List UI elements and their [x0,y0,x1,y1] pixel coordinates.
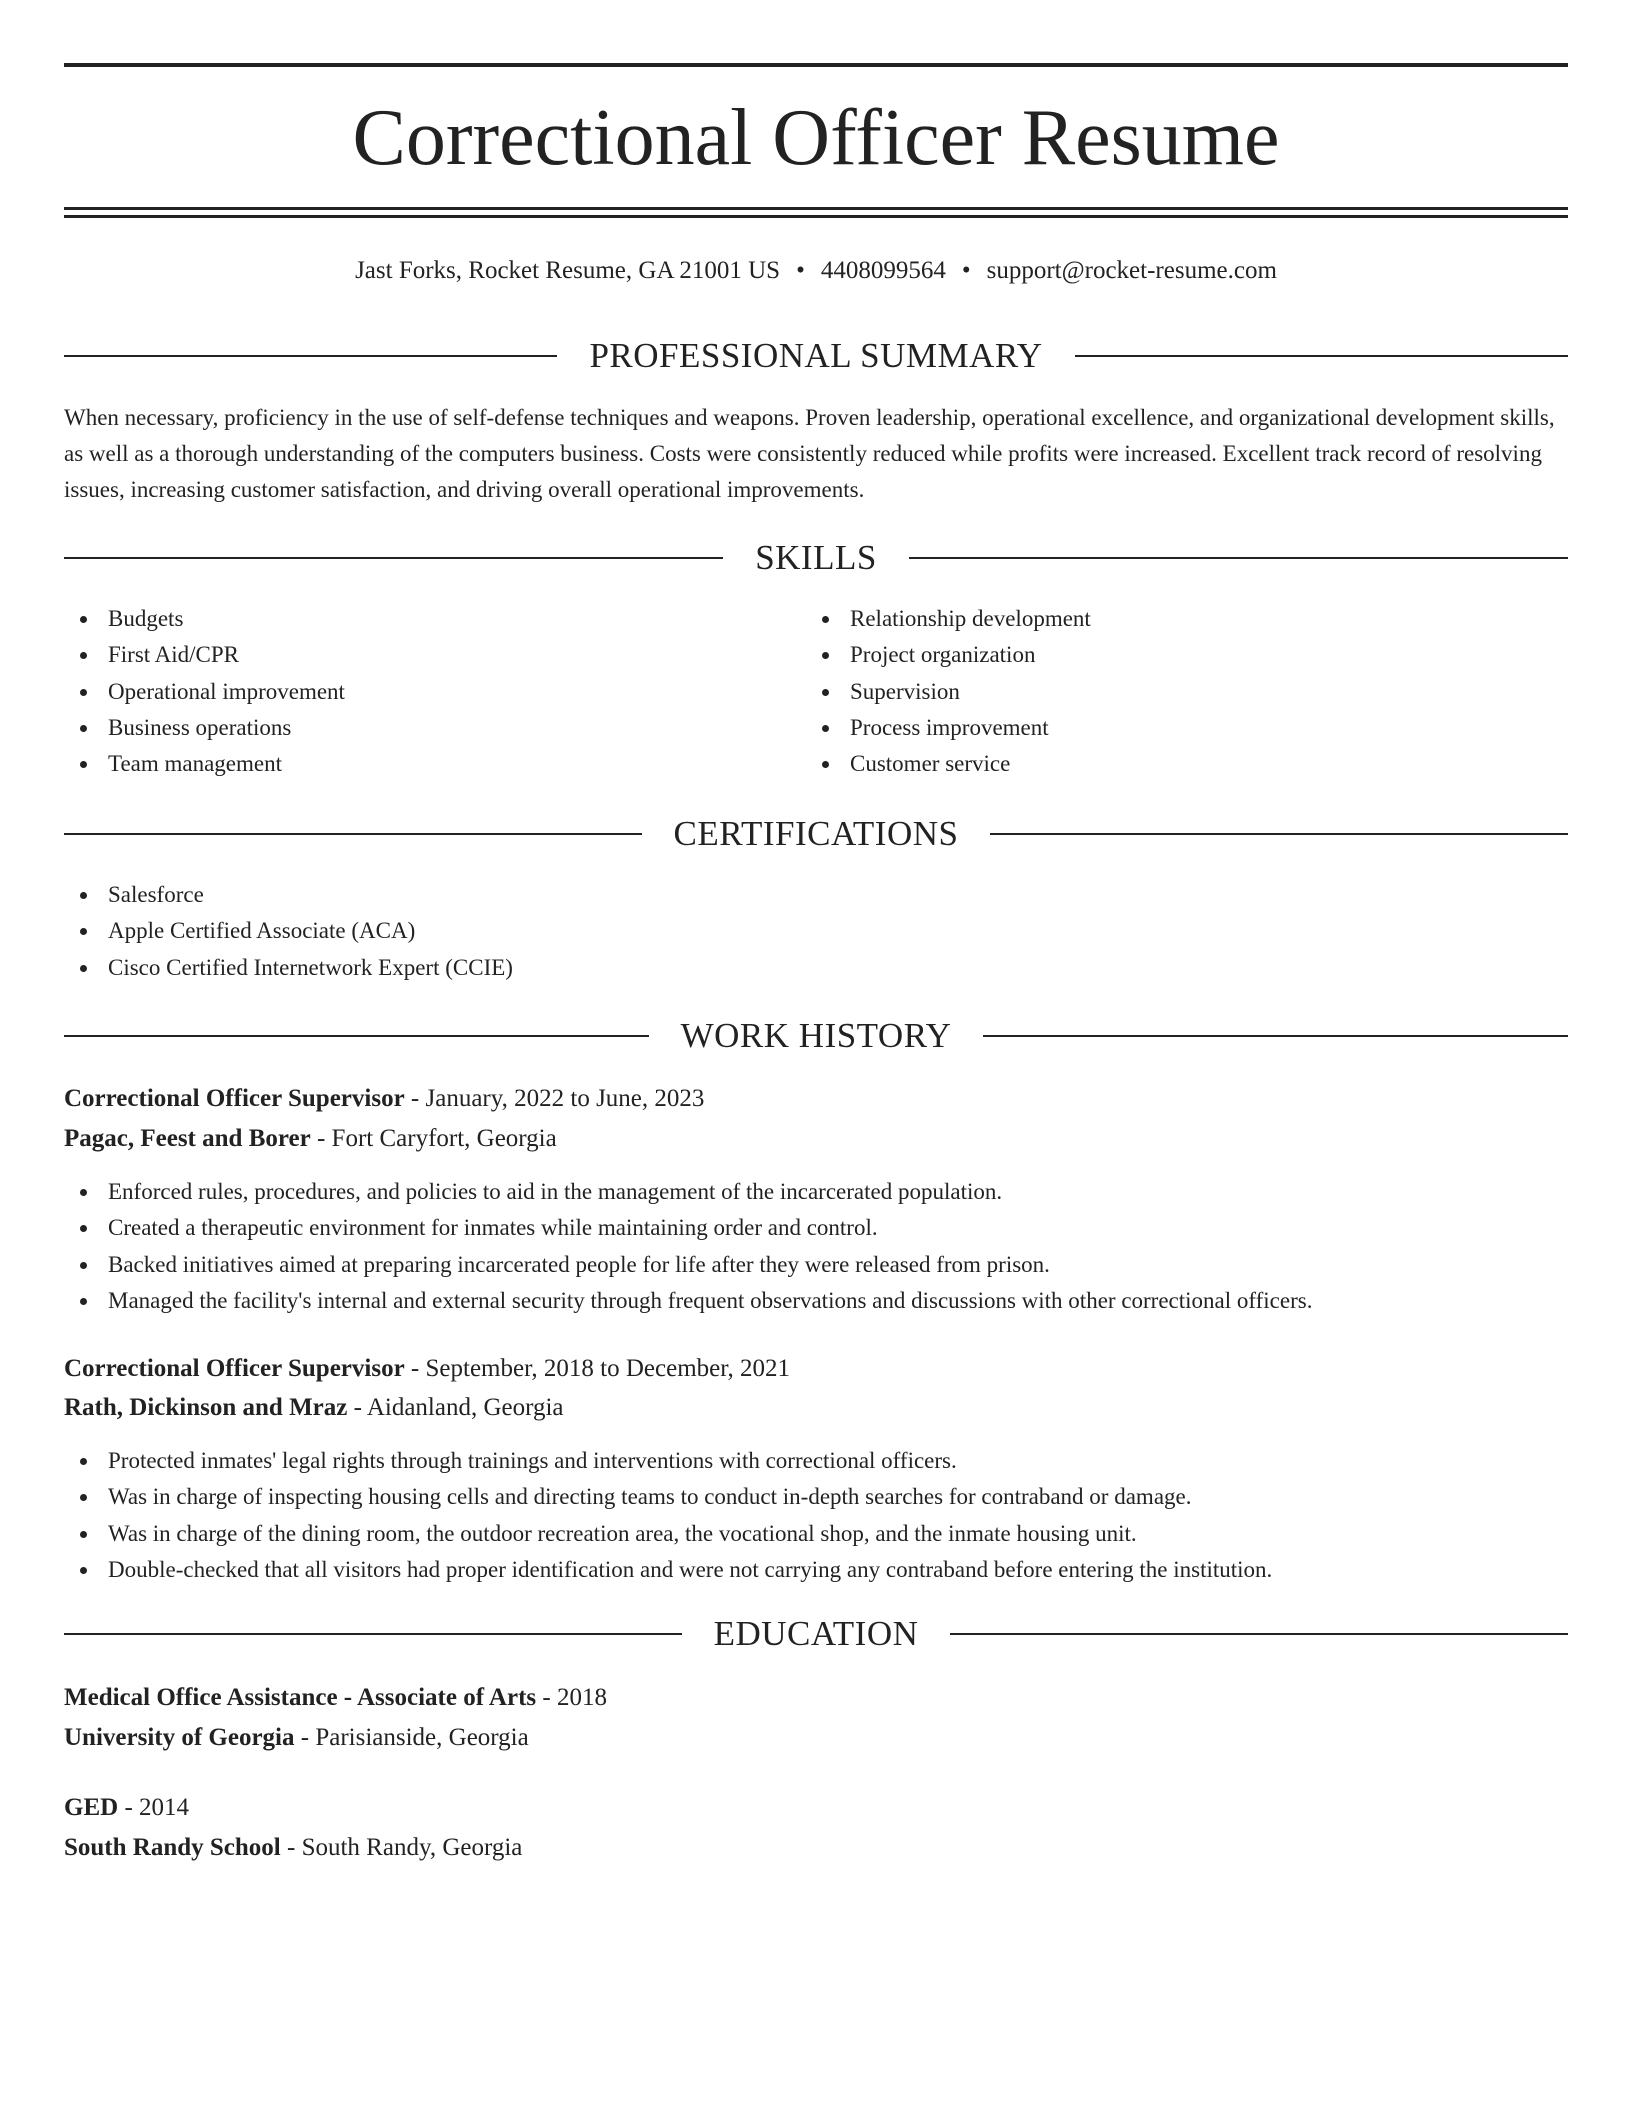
duty-item: Managed the facility's internal and external security through frequent observations and discussions with other correctional officers. [64,1283,1312,1319]
resume-title: Correctional Officer Resume [352,94,1280,182]
job-title-line [64,1352,790,1386]
section-rule-right [1075,355,1568,357]
job-title: Correctional Officer Supervisor [64,1355,405,1382]
education-heading: EDUCATION [713,1614,919,1653]
certification-item: Apple Certified Associate (ACA) [64,913,513,949]
job-duties-list [64,1443,1272,1588]
section-rule-right [950,1633,1568,1635]
skill-item: Operational improvement [64,674,345,710]
job-company-line [64,1391,564,1425]
job-duties-list [64,1174,1312,1319]
skill-item: Business operations [64,710,345,746]
skills-heading: SKILLS [755,538,877,577]
title-rule-upper [64,207,1568,210]
certifications-heading: CERTIFICATIONS [673,814,959,853]
section-rule-left [64,1035,649,1037]
education-year: - 2014 [118,1794,190,1821]
education-degree: GED [64,1794,119,1821]
education-school: South Randy School [64,1834,281,1861]
skill-item: Relationship development [806,601,1091,637]
certification-item: Cisco Certified Internetwork Expert (CCIE) [64,950,513,986]
duty-item: Created a therapeutic environment for inmates while maintaining order and control. [64,1210,1312,1246]
job-dates: - September, 2018 to December, 2021 [404,1355,791,1382]
summary-heading: PROFESSIONAL SUMMARY [589,336,1043,375]
duty-item: Was in charge of inspecting housing cells and directing teams to conduct in-depth searches for contraband or damage. [64,1479,1272,1515]
job-company: Rath, Dickinson and Mraz [64,1394,348,1421]
skill-item: Budgets [64,601,345,637]
skill-item: Customer service [806,746,1091,782]
certifications-list [64,877,513,986]
skills-list-right [806,601,1091,782]
skill-item: Project organization [806,637,1091,673]
skill-item: Team management [64,746,345,782]
title-rule-lower [64,215,1568,218]
skill-item: Supervision [806,674,1091,710]
education-school-line [64,1721,529,1755]
work-heading: WORK HISTORY [680,1016,952,1055]
summary-text: When necessary, proficiency in the use of self-defense techniques and weapons. Proven leadership, operational excellence, and organizational development skills, as well as a thorough understanding of the computers business. Costs were consistently reduced while profits were increased. Excellent track record of resolving issues, increasing customer satisfaction, and driving overall operational improvements. [64,405,1555,502]
section-rule-left [64,833,642,835]
contact-address: Jast Forks, Rocket Resume, GA 21001 US [355,257,781,284]
education-degree-line [64,1791,189,1825]
job-dates: - January, 2022 to June, 2023 [404,1085,705,1112]
job-location: - Aidanland, Georgia [347,1394,564,1421]
summary-section-header [64,334,1568,378]
education-school: University of Georgia [64,1724,295,1751]
job-company-line [64,1122,557,1156]
section-rule-left [64,557,723,559]
duty-item: Protected inmates' legal rights through trainings and interventions with correctional officers. [64,1443,1272,1479]
skill-item: First Aid/CPR [64,637,345,673]
job-title-line [64,1082,704,1116]
section-rule-right [983,1035,1568,1037]
contact-separator: • [961,257,971,284]
skills-section-header [64,536,1568,580]
education-location: - South Randy, Georgia [280,1834,523,1861]
contact-line [64,254,1568,288]
education-location: - Parisianside, Georgia [294,1724,529,1751]
job-location: - Fort Caryfort, Georgia [310,1125,557,1152]
duty-item: Was in charge of the dining room, the outdoor recreation area, the vocational shop, and the inmate housing unit. [64,1516,1272,1552]
skill-item: Process improvement [806,710,1091,746]
duty-item: Enforced rules, procedures, and policies to aid in the management of the incarcerated population. [64,1174,1312,1210]
education-degree: Medical Office Assistance - Associate of Arts [64,1684,537,1711]
contact-separator: • [796,257,805,284]
section-rule-right [909,557,1568,559]
work-section-header [64,1014,1568,1058]
contact-phone: 4408099564 [820,257,946,284]
duty-item: Double-checked that all visitors had proper identification and were not carrying any contraband before entering the institution. [64,1552,1272,1588]
section-rule-right [990,833,1568,835]
job-company: Pagac, Feest and Borer [64,1125,311,1152]
education-degree-line [64,1681,607,1715]
certification-item: Salesforce [64,877,513,913]
section-rule-left [64,355,557,357]
top-rule [64,63,1568,67]
education-year: - 2018 [536,1684,607,1711]
contact-email: support@rocket-resume.com [986,257,1277,284]
section-rule-left [64,1633,682,1635]
duty-item: Backed initiatives aimed at preparing incarcerated people for life after they were released from prison. [64,1247,1312,1283]
certifications-section-header [64,812,1568,856]
education-section-header [64,1612,1568,1656]
education-school-line [64,1831,522,1865]
skills-list-left [64,601,345,782]
job-title: Correctional Officer Supervisor [64,1085,405,1112]
